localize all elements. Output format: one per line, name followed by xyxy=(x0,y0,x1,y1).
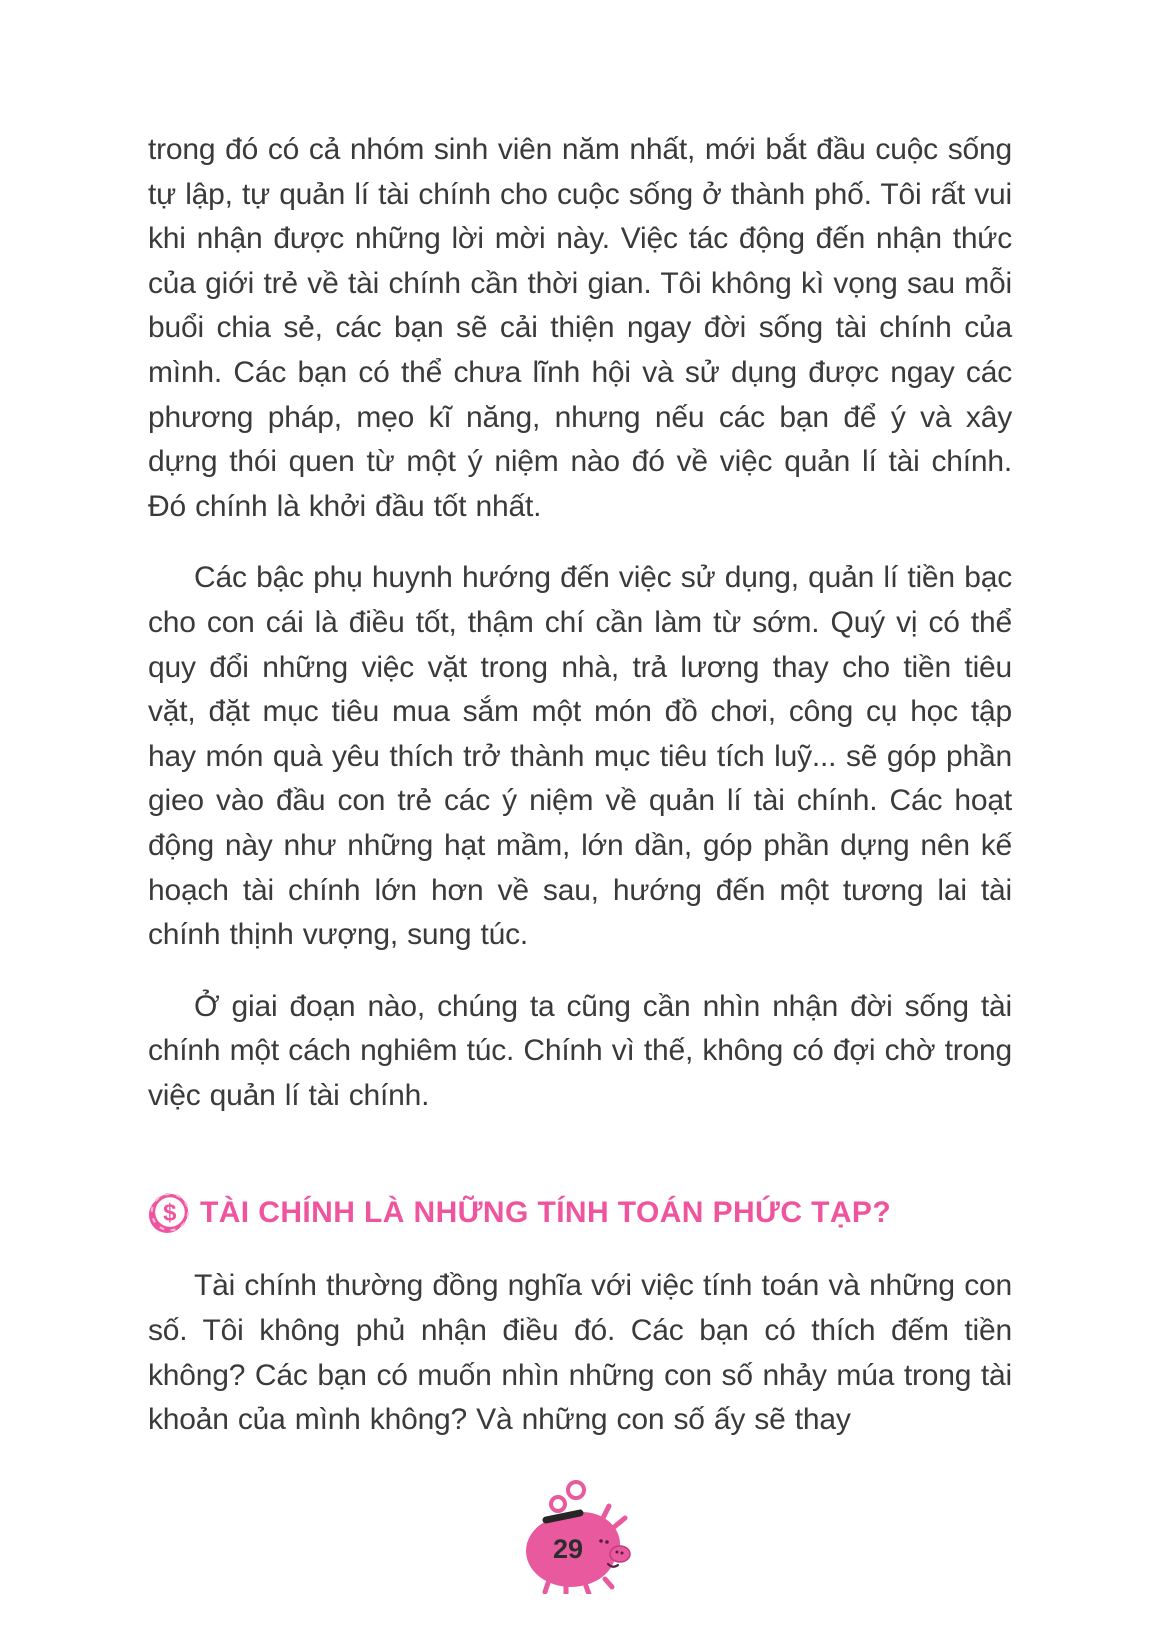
piggy-bank-icon xyxy=(516,1478,642,1594)
paragraph-3: Ở giai đoạn nào, chúng ta cũng cần nhìn nhận đời sống tài chính một cách nghiêm túc. Chính vì thế, không có đợi chờ trong việc quản lí tài chính. xyxy=(148,989,1012,1112)
dollar-coin-icon xyxy=(148,1192,190,1234)
paragraph-4: Tài chính thường đồng nghĩa với việc tính toán và những con số. Tôi không phủ nhận điều đó. Các bạn có thích đếm tiền không? Các bạn có muốn nhìn những con số nhảy múa trong tài khoản của mình không? Và những con số ấy sẽ thay xyxy=(148,1269,1012,1437)
section-heading xyxy=(148,1192,1012,1234)
paragraph-2: Các bậc phụ huynh hướng đến việc sử dụng, quản lí tiền bạc cho con cái là điều tốt, thậm chí cần làm từ sớm. Quý vị có thể quy đổi những việc vặt trong nhà, trả lương thay cho tiền tiêu vặt, đặt mục tiêu mua sắm một món đồ chơi, công cụ học tập hay món quà yêu thích trở thành mục tiêu tích luỹ... sẽ góp phần gieo vào đầu con trẻ các ý niệm về quản lí tài chính. Các hoạt động này như những hạt mầm, lớn dần, góp phần dựng nên kế hoạch tài chính lớn hơn về sau, hướng đến một tương lai tài chính thịnh vượng, sung túc. xyxy=(148,561,1012,952)
paragraph-1: trong đó có cả nhóm sinh viên năm nhất, mới bắt đầu cuộc sống tự lập, tự quản lí tài chính cho cuộc sống ở thành phố. Tôi rất vui khi nhận được những lời mời này. Việc tác động đến nhận thức của giới trẻ về tài chính cần thời gian. Tôi không kì vọng sau mỗi buổi chia sẻ, các bạn sẽ cải thiện ngay đời sống tài chính của mình. Các bạn có thể chưa lĩnh hội và sử dụng được ngay các phương pháp, mẹo kĩ năng, nhưng nếu các bạn để ý và xây dựng thói quen từ một ý niệm nào đó về việc quản lí tài chính. Đó chính là khởi đầu tốt nhất. xyxy=(148,133,1012,523)
page-footer xyxy=(516,1478,642,1594)
page-number: 29 xyxy=(552,1534,584,1564)
page-content xyxy=(148,128,1012,1470)
svg-text:$: $ xyxy=(163,1200,177,1228)
section-heading-label: TÀI CHÍNH LÀ NHỮNG TÍNH TOÁN PHỨC TẠP? xyxy=(200,1196,892,1230)
